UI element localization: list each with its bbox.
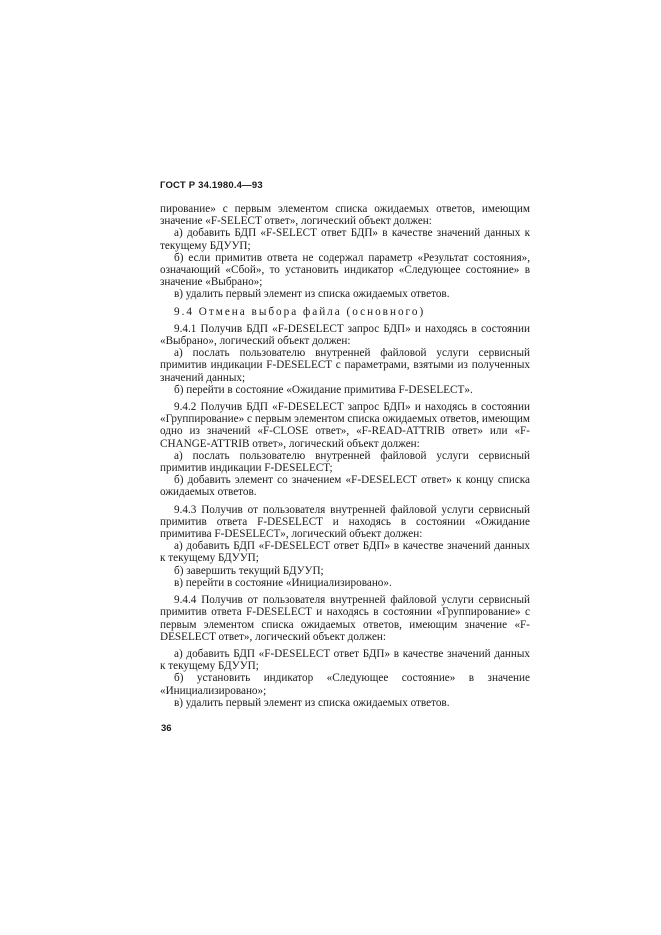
paragraph: а) послать пользователю внутренней файловой услуги сервисный примитив индикации F-DESELECT с параметрами, взятыми из полученных значений данных; xyxy=(160,347,530,384)
document-header: ГОСТ Р 34.1980.4—93 xyxy=(160,180,263,191)
paragraph: в) удалить первый элемент из списка ожидаемых ответов. xyxy=(174,696,450,709)
paragraph: а) добавить БДП «F-DESELECT ответ БДП» в качестве значений данных к текущему БДУУП; xyxy=(160,540,530,565)
paragraph: 9.4.2 Получив БДП «F-DESELECT запрос БДП» и находясь в состоянии «Группирование» с первым элементом списка ожидаемых ответов, имеющим одно из значений «F-CLOSE ответ», «F-READ-ATTRIB ответ» или «F-CHANGE-ATTRIB ответ», логический объект должен: xyxy=(160,401,530,450)
paragraph: а) добавить БДП «F-SELECT ответ БДП» в качестве значений данных к текущему БДУУП; xyxy=(160,227,530,252)
paragraph: а) добавить БДП «F-DESELECT ответ БДП» в качестве значений данных к текущему БДУУП; xyxy=(160,647,530,673)
paragraph: б) добавить элемент со значением «F-DESELECT ответ» к концу списка ожидаемых ответов. xyxy=(160,474,530,499)
page-number: 36 xyxy=(161,723,172,734)
section-heading: 9.4 Отмена выбора файла (основного) xyxy=(174,305,426,318)
paragraph: а) послать пользователю внутренней файловой услуги сервисный примитив индикации F-DESELECT; xyxy=(160,449,530,475)
paragraph: 9.4.3 Получив от пользователя внутренней файловой услуги сервисный примитив ответа F-DESELECT и находясь в состоянии «Ожидание примитива F-DESELECT», логический объект должен: xyxy=(160,503,530,541)
paragraph: б) завершить текущий БДУУП; xyxy=(174,564,324,577)
document-body xyxy=(160,203,530,709)
paragraph: б) перейти в состояние «Ожидание примитива F-DESELECT». xyxy=(174,383,473,396)
paragraph: 9.4.1 Получив БДП «F-DESELECT запрос БДП» и находясь в состоянии «Выбрано», логический объект должен: xyxy=(160,322,530,348)
paragraph: в) удалить первый элемент из списка ожидаемых ответов. xyxy=(174,288,450,301)
paragraph: б) установить индикатор «Следующее состояние» в значение «Инициализировано»; xyxy=(160,672,530,697)
paragraph: в) перейти в состояние «Инициализировано». xyxy=(174,576,392,589)
paragraph: б) если примитив ответа не содержал параметр «Результат состояния», означающий «Сбой», то установить индикатор «Следующее состояние» в значение «Выбрано»; xyxy=(160,251,530,289)
paragraph: пирование» с первым элементом списка ожидаемых ответов, имеющим значение «F-SELECT ответ», логический объект должен: xyxy=(160,203,530,228)
paragraph: 9.4.4 Получив от пользователя внутренней файловой услуги сервисный примитив ответа F-DESELECT и находясь в состоянии «Группирование» с первым элементом списка ожидаемых ответов, имеющим значение «F-DESELECT ответ», логический объект должен: xyxy=(160,594,530,643)
